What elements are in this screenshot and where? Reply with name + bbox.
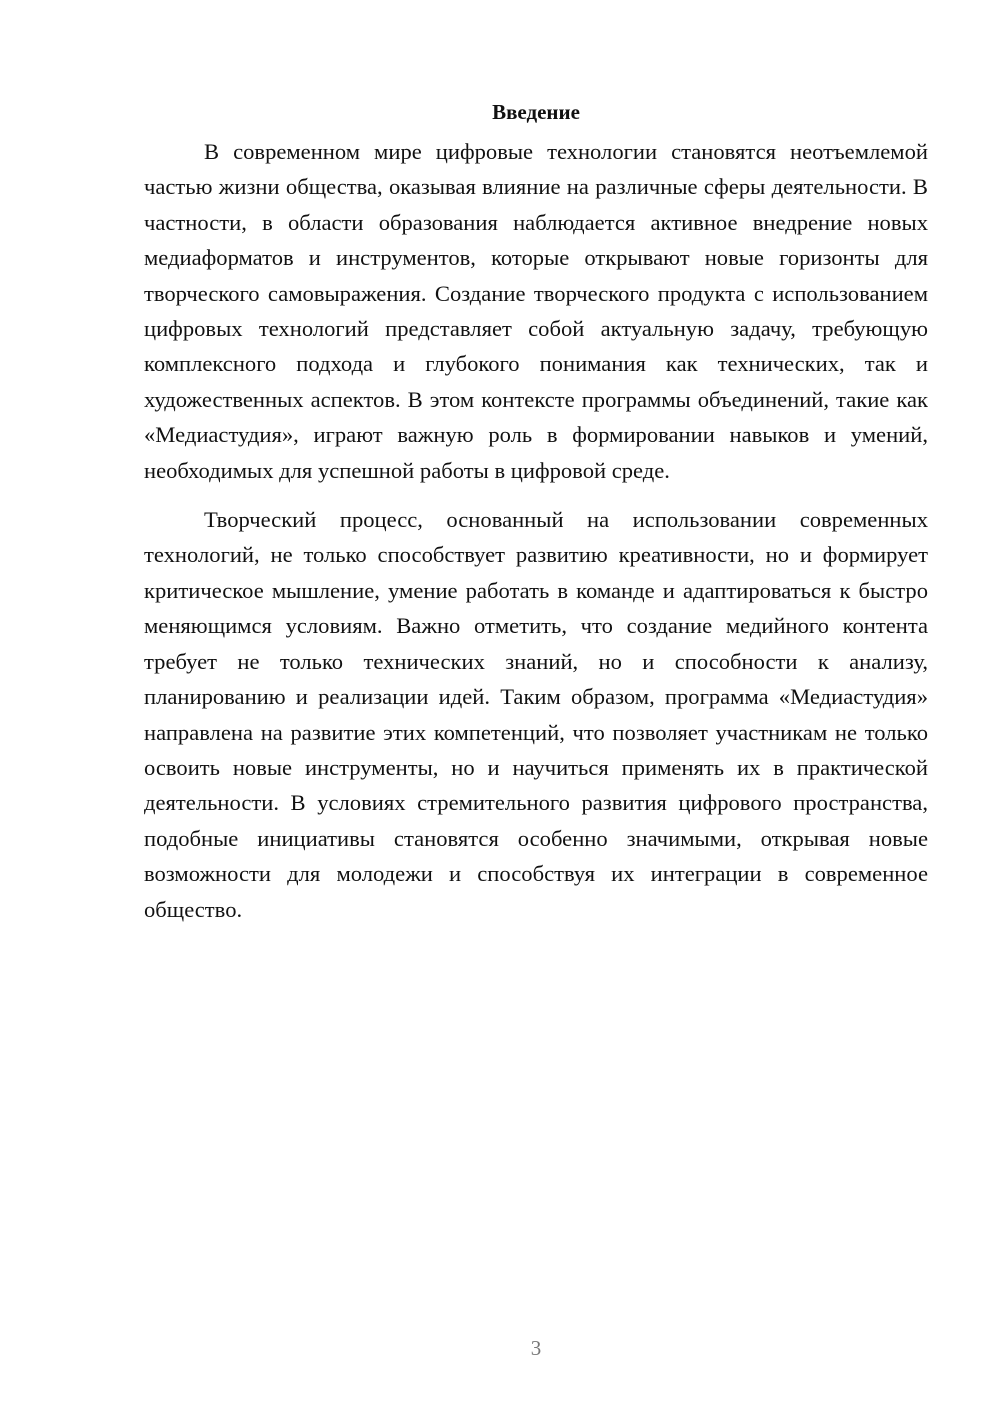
page-number: 3	[530, 1336, 542, 1360]
page-content	[144, 98, 928, 927]
section-heading: Введение	[492, 100, 580, 124]
paragraph-2: Творческий процесс, основанный на использовании современных технологий, не только способствует развитию креативности, но и формирует критическое мышление, умение работать в команде и адаптироваться к быстро меняющимся условиям. Важно отметить, что создание медийного контента требует не только технических знаний, но и способности к анализу, планированию и реализации идей. Таким образом, программа «Медиастудия» направлена на развитие этих компетенций, что позволяет участникам не только освоить новые инструменты, но и научиться применять их в практической деятельности. В условиях стремительного развития цифрового пространства, подобные инициативы становятся особенно значимыми, открывая новые возможности для молодежи и способствуя их интеграции в современное общество.	[144, 507, 928, 922]
paragraph-1: В современном мире цифровые технологии становятся неотъемлемой частью жизни общества, оказывая влияние на различные сферы деятельности. В частности, в области образования наблюдается активное внедрение новых медиаформатов и инструментов, которые открывают новые горизонты для творческого самовыражения. Создание творческого продукта с использованием цифровых технологий представляет собой актуальную задачу, требующую комплексного подхода и глубокого понимания как технических, так и художественных аспектов. В этом контексте программы объединений, такие как «Медиастудия», играют важную роль в формировании навыков и умений, необходимых для успешной работы в цифровой среде.	[144, 139, 928, 483]
